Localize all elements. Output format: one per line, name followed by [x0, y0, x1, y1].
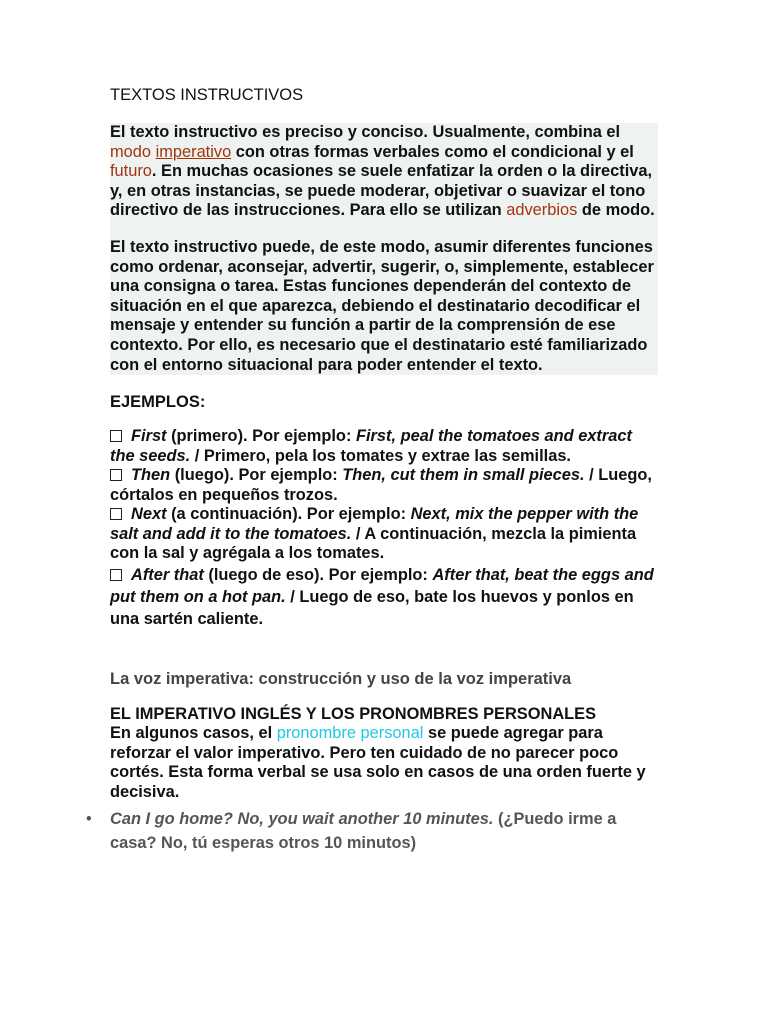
bullet-spanish: (¿Puedo irme a casa? No, tú esperas otros 10 minutos) [110, 809, 617, 852]
text-segment: El texto instructivo es preciso y conciso. Usualmente, combina el [110, 123, 621, 141]
example-sentence: After that, beat the eggs and put them on a hot pan. [110, 565, 654, 606]
example-item [110, 505, 658, 564]
imperativo-paragraph [110, 724, 658, 802]
bullet-english: Can I go home? No, you wait another 10 minutes. [110, 809, 498, 828]
intro-paragraph-2: El texto instructivo puede, de este modo, asumir diferentes funciones como ordenar, aconsejar, advertir, sugerir, o, simplemente, establecer una consigna o tarea. Estas funciones dependerán del contexto de situación en el que aparezca, debiendo el destinatario decodificar el mensaje y entender su función a partir de la comprensión de ese contexto. Por ello, es necesario que el destinatario esté familiarizado con el entorno situacional para poder entender el texto. [110, 237, 654, 374]
document-page [86, 86, 658, 855]
bullet-item [86, 807, 658, 855]
example-meaning: (primero). Por ejemplo: [166, 427, 356, 446]
modo-term: modo [110, 142, 152, 161]
imperativo-heading: EL IMPERATIVO INGLÉS Y LOS PRONOMBRES PERSONALES [110, 704, 597, 723]
checkbox-icon [110, 430, 122, 442]
bullet-icon: • [86, 809, 92, 828]
example-sentence: Next, mix the pepper with the salt and add it to the tomatoes. [110, 505, 639, 543]
example-item [110, 466, 658, 505]
pronombre-personal-link[interactable]: pronombre personal [276, 724, 424, 743]
example-translation: / Luego de eso, bate los huevos y ponlos en una sartén caliente. [110, 587, 634, 628]
imperativo-link[interactable]: imperativo [155, 142, 232, 161]
checkbox-icon [110, 569, 122, 581]
example-sentence: First, peal the tomatoes and extract the seeds. [110, 427, 632, 465]
example-meaning: (luego). Por ejemplo: [170, 466, 343, 485]
intro-section [110, 123, 658, 375]
example-word: Next [131, 505, 167, 524]
example-meaning: (luego de eso). Por ejemplo: [203, 565, 433, 584]
example-item [110, 427, 658, 466]
text-segment: se puede agregar para reforzar el valor imperativo. Pero ten cuidado de no parecer poco cortés. Esta forma verbal se usa solo en casos de una orden fuerte y decisiva. [110, 724, 646, 801]
text-segment: . En muchas ocasiones se suele enfatizar la orden o la directiva, y, en otras instancias, se puede moderar, objetivar o suavizar el tono directivo de las instrucciones. Para ello se utilizan [110, 162, 653, 220]
example-translation: / A continuación, mezcla la pimienta con la sal y agrégala a los tomates. [110, 524, 637, 563]
text-segment: En algunos casos, el [110, 724, 277, 743]
example-word: First [131, 427, 167, 446]
example-translation: / Luego, córtalos en pequeños trozos. [110, 466, 652, 504]
example-word: Then [131, 466, 171, 485]
example-word: After that [131, 565, 204, 584]
adverbios-term: adverbios [506, 201, 578, 220]
text-segment: con otras formas verbales como el condicional y el [231, 142, 634, 161]
paragraph-gap [110, 221, 658, 238]
checkbox-icon [110, 508, 122, 520]
example-meaning: (a continuación). Por ejemplo: [166, 505, 411, 524]
example-item [110, 564, 658, 630]
futuro-term: futuro [110, 162, 152, 181]
intro-paragraph-1 [110, 123, 658, 221]
ejemplos-heading: EJEMPLOS: [110, 393, 206, 412]
examples-list [110, 427, 658, 630]
checkbox-icon [110, 469, 122, 481]
text-segment: de modo. [577, 201, 655, 220]
example-sentence: Then, cut them in small pieces. [342, 466, 585, 485]
document-title: TEXTOS INSTRUCTIVOS [110, 86, 304, 104]
example-translation: / Primero, pela los tomates y extrae las semillas. [190, 446, 571, 465]
voz-imperativa-heading: La voz imperativa: construcción y uso de la voz imperativa [110, 669, 572, 688]
